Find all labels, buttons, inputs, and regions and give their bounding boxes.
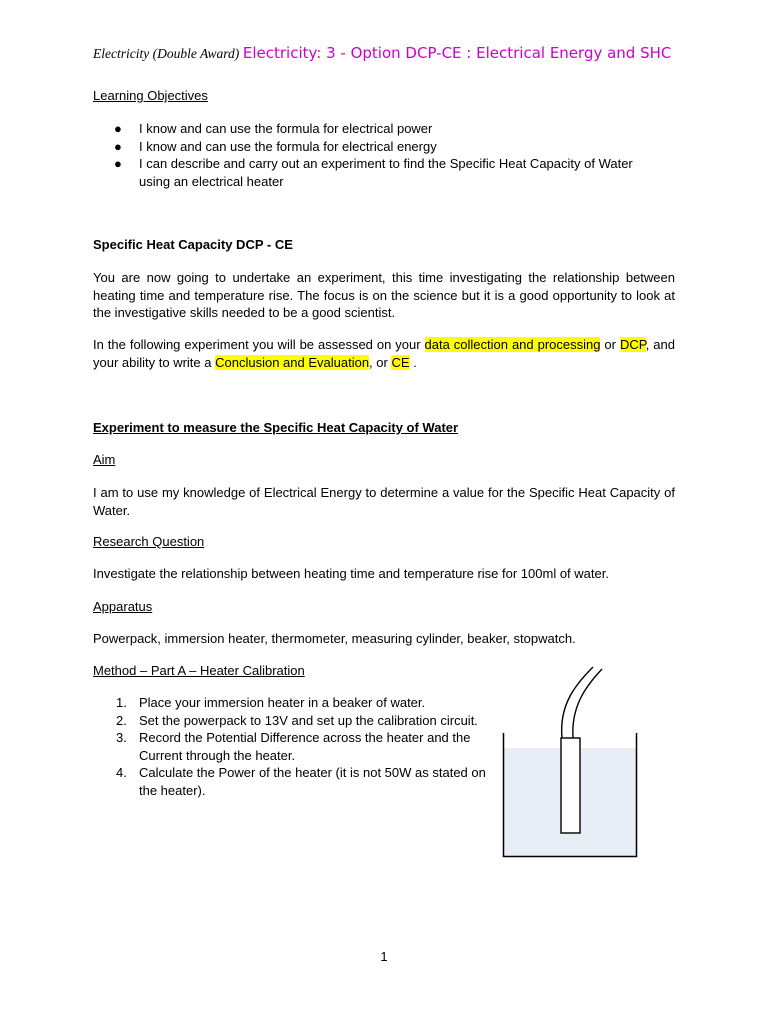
page-header: [93, 44, 671, 62]
experiment-heading: Experiment to measure the Specific Heat Capacity of Water: [93, 420, 459, 435]
document-title: Electricity: 3 - Option DCP-CE : Electrical Energy and SHC: [242, 44, 672, 62]
highlight-dcp-full: data collection and processing: [424, 337, 601, 352]
shc-heading: Specific Heat Capacity DCP - CE: [93, 237, 293, 252]
list-item: ● I know and can use the formula for electrical energy: [114, 138, 437, 154]
aim-heading: Aim: [93, 452, 116, 467]
list-item: 1. Place your immersion heater in a beaker of water.: [116, 695, 426, 710]
list-item: 2. Set the powerpack to 13V and set up the calibration circuit.: [116, 712, 478, 728]
heater-cable: [562, 667, 602, 738]
immersion-heater-diagram: [495, 665, 645, 865]
bullet-icon: ●: [114, 121, 122, 136]
course-label: Electricity (Double Award): [93, 46, 240, 61]
highlight-ce-full: Conclusion and Evaluation: [215, 354, 370, 370]
method-heading: Method – Part A – Heater Calibration: [93, 663, 305, 678]
shc-intro-paragraph: You are now going to undertake an experiment, this time investigating the relationship between heating time and temperature rise. The focus is on the science but it is a good opportunity to look at the investigative skills needed to be a good scientist.: [93, 270, 675, 320]
list-item: 3. Record the Potential Difference across the heater and the Current through the heater.: [116, 730, 471, 763]
bullet-icon: ●: [114, 156, 122, 171]
aim-text: I am to use my knowledge of Electrical Energy to determine a value for the Specific Heat Capacity of Water.: [93, 485, 675, 518]
apparatus-text: Powerpack, immersion heater, thermometer, measuring cylinder, beaker, stopwatch.: [93, 631, 576, 646]
page-number: 1: [380, 949, 388, 964]
research-question-text: Investigate the relationship between heating time and temperature rise for 100ml of water.: [93, 566, 609, 581]
immersion-heater: [561, 738, 580, 833]
highlight-ce: CE: [391, 354, 410, 370]
list-item: ● I can describe and carry out an experiment to find the Specific Heat Capacity of Water using an electrical heater: [114, 156, 633, 189]
apparatus-heading: Apparatus: [93, 599, 153, 614]
highlight-dcp: DCP: [619, 337, 646, 352]
list-item: 4. Calculate the Power of the heater (it is not 50W as stated on the heater).: [116, 765, 486, 798]
method-steps-list: [93, 694, 493, 799]
assessment-paragraph: In the following experiment you will be assessed on your data collection and processing or DCP, and your ability to write a Conclusion and Evaluation, or CE .: [93, 337, 675, 370]
bullet-icon: ●: [114, 138, 122, 154]
learning-objectives-list: [93, 120, 653, 190]
learning-objectives-heading: Learning Objectives: [93, 88, 208, 103]
list-item: ● I know and can use the formula for electrical power: [114, 121, 433, 136]
research-question-heading: Research Question: [93, 534, 205, 549]
